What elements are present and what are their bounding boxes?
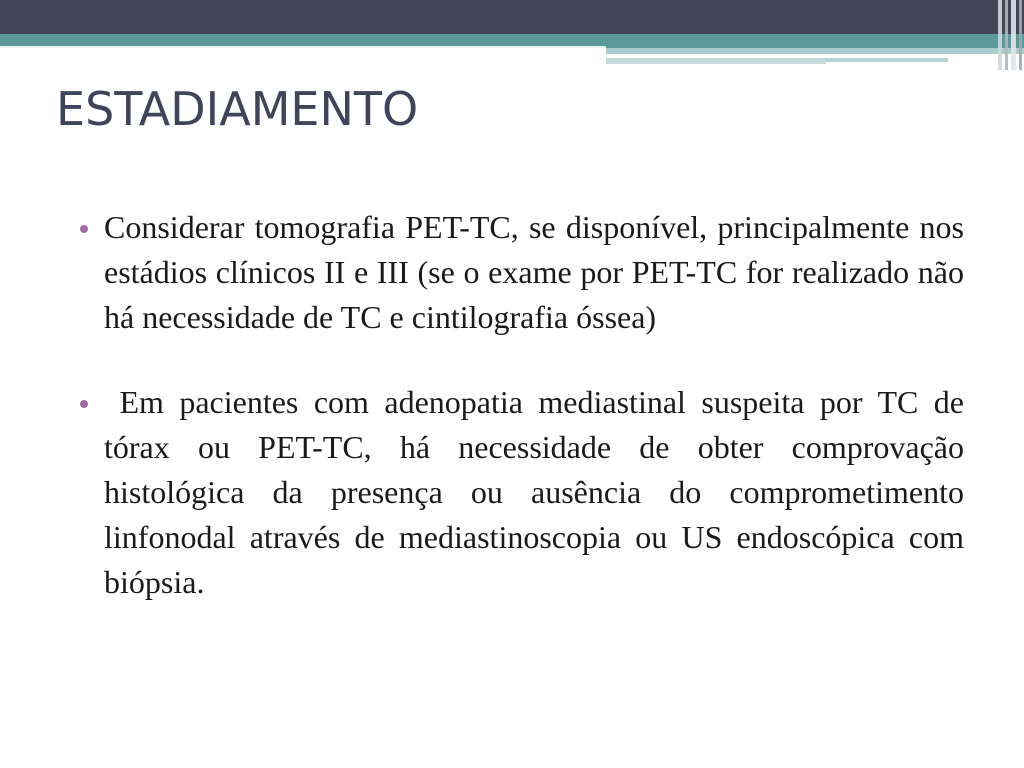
header-accent-bar-tertiary xyxy=(826,58,948,62)
bullet-text: Considerar tomografia PET-TC, se disponível, principalmente nos estádios clínicos II e III (se o exame por PET-TC for realizado não há necessidade de TC e cintilografia óssea) xyxy=(104,209,964,335)
bullet-item xyxy=(80,380,964,605)
header-stripe xyxy=(1011,0,1016,70)
header-stripe xyxy=(1005,0,1008,70)
bullet-item xyxy=(80,205,964,340)
bullet-dot-icon xyxy=(80,225,88,233)
bullet-text: Em pacientes com adenopatia mediastinal suspeita por TC de tórax ou PET-TC, há necessidade de obter comprovação histológica da presença ou ausência do comprometimento linfonodal através de mediastinoscopia ou US endoscópica com biópsia. xyxy=(104,384,964,600)
bullet-list xyxy=(80,205,964,645)
bullet-dot-icon xyxy=(80,400,88,408)
header-accent-bar xyxy=(606,48,1024,54)
slide-title: ESTADIAMENTO xyxy=(56,82,419,136)
header-accent-bar-secondary xyxy=(606,58,826,64)
header-stripe xyxy=(998,0,1002,70)
header-stripe xyxy=(1019,0,1022,70)
header-stripes xyxy=(990,0,1024,70)
header-dark-band xyxy=(0,0,1024,34)
header-highlight-line xyxy=(0,46,606,48)
